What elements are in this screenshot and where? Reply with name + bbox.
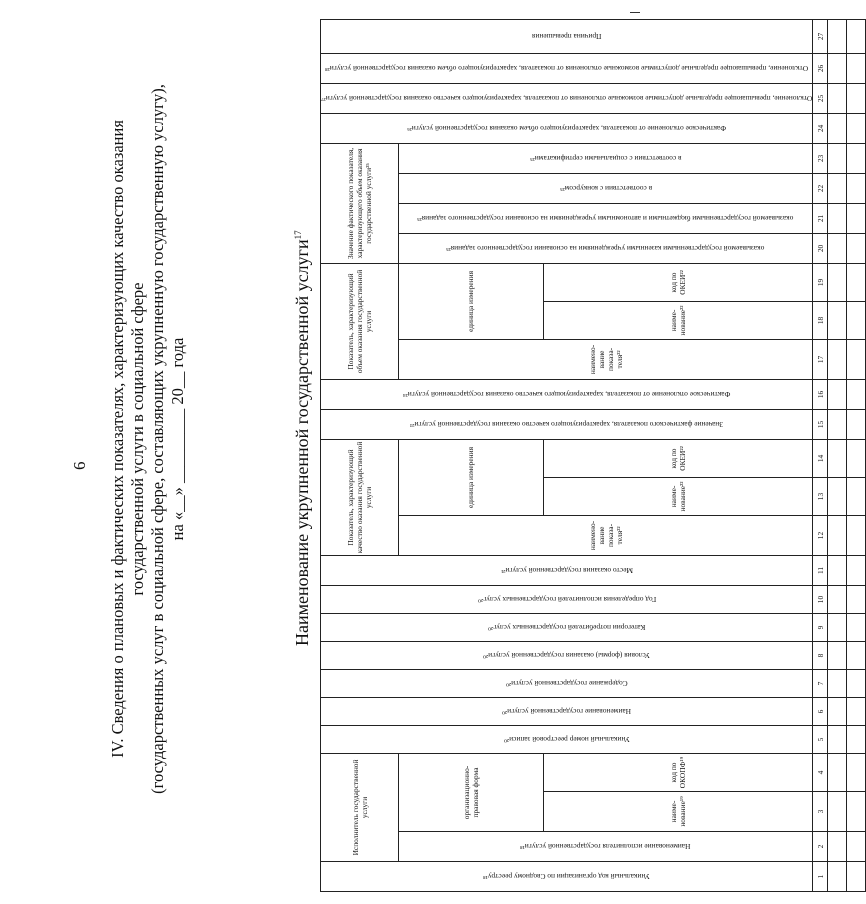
header-quality-unit: единица измерения: [399, 439, 544, 515]
header-quality-fact: Значение фактического показателя, характеризующего качество оказания государственной услуги²³: [321, 409, 813, 439]
header-volume-fact-group: Значение фактического показателя, характеризующего объем оказания государственной услуги²⁵: [321, 143, 399, 263]
column-number: 13: [813, 477, 828, 515]
header-volume-excess: Отклонение, превышающее предельные допустимые возможные отклонения от показателя, характеризующего объем оказания государственной услуги²⁸: [321, 53, 813, 83]
column-number: 26: [813, 53, 828, 83]
header-quality-okei-code: код по ОКЕИ²²: [543, 439, 813, 477]
column-number: 17: [813, 339, 828, 379]
column-number: 20: [813, 233, 828, 263]
column-number: 3: [813, 792, 828, 832]
column-number: 5: [813, 725, 828, 753]
header-executor-name: Наименование исполнителя государственной услуги¹⁸: [399, 832, 813, 862]
column-number: 24: [813, 113, 828, 143]
header-service-conditions: Условия (формы) оказания государственной услуги²⁰: [321, 641, 813, 669]
report-table: [320, 19, 866, 892]
header-okopf-code: код по ОКОПФ¹⁹: [543, 753, 813, 791]
column-number: 4: [813, 753, 828, 791]
column-number: 6: [813, 697, 828, 725]
header-service-content: Содержание государственной услуги²⁰: [321, 669, 813, 697]
column-number: 19: [813, 263, 828, 301]
header-volume-okei-code: код по ОКЕИ²²: [543, 263, 813, 301]
column-number: 9: [813, 613, 828, 641]
header-volume-deviation: Фактическое отклонение от показателя, характеризующего объем оказания государственной услуги²⁶: [321, 113, 813, 143]
column-number-row: [813, 19, 828, 891]
title-line-4: на «__» _________ 20__ года: [168, 337, 187, 541]
header-executor-year: Год определения исполнителей государственных услуг²⁰: [321, 585, 813, 613]
title-line-3: (государственных услуг в социальной сфере, составляющих укрупненную государственную услугу),: [148, 84, 167, 794]
header-fact-state-task-kazennye: оказываемой государственными казенными учреждениями на основании государственного задания²⁵: [399, 233, 813, 263]
header-org-form: организационно-правовая форма: [399, 753, 544, 831]
header-quality-excess: Отклонение, превышающее предельные допустимые возможные отклонения от показателя, характеризующего качество оказания государственной услуги²⁷: [321, 83, 813, 113]
column-number: 27: [813, 19, 828, 53]
header-quality-deviation: Фактическое отклонение от показателя, характеризующего качество оказания государственной услуги²⁴: [321, 379, 813, 409]
header-volume-group: Показатель, характеризующий объем оказания государственной услуги: [321, 263, 399, 379]
table-row: [847, 19, 866, 891]
table-row: [828, 19, 847, 891]
column-number: 25: [813, 83, 828, 113]
column-number: 23: [813, 143, 828, 173]
header-consumer-categories: Категории потребителей государственных услуг²⁰: [321, 613, 813, 641]
header-org-code: Уникальный код организации по Сводному реестру¹⁸: [321, 862, 813, 892]
header-fact-contest: в соответствии с конкурсом²⁵: [399, 173, 813, 203]
column-number: 14: [813, 439, 828, 477]
section-title: [108, 34, 188, 844]
column-number: 12: [813, 515, 828, 555]
service-name-label: Наименование укрупненной государственной услуги$^{17}$: [292, 230, 312, 646]
column-number: 22: [813, 173, 828, 203]
page-number: 6: [70, 461, 89, 470]
header-fact-state-task-budget: оказываемой государственными бюджетными и автономными учреждениями на основании государственного задания²⁵: [399, 203, 813, 233]
title-line-1: IV. Сведения о плановых и фактических показателях, характеризующих качество оказания: [108, 120, 127, 758]
column-number: 10: [813, 585, 828, 613]
column-number: 15: [813, 409, 828, 439]
header-executor-group: Исполнитель государственной услуги: [321, 753, 399, 861]
column-number: 21: [813, 203, 828, 233]
title-line-2: государственной услуги в социальной сфере: [128, 282, 147, 596]
column-number: 1: [813, 862, 828, 892]
header-quality-unit-name: наиме-нование²²: [543, 477, 813, 515]
header-volume-indicator: наимено-вание показа-теля²²: [399, 339, 813, 379]
header-volume-unit-name: наиме-нование²²: [543, 301, 813, 339]
header-fact-certificates: в соответствии с социальными сертификатами²⁵: [399, 143, 813, 173]
column-number: 8: [813, 641, 828, 669]
header-service-place: Место оказания государственной услуги²¹: [321, 555, 813, 585]
column-number: 11: [813, 555, 828, 585]
column-number: 16: [813, 379, 828, 409]
header-registry-number: Уникальный номер реестровой записи²⁰: [321, 725, 813, 753]
header-service-name: Наименование государственной услуги²⁰: [321, 697, 813, 725]
header-excess-reason: Причина превышения: [321, 19, 813, 53]
header-org-form-name: наиме-нование¹⁹: [543, 792, 813, 832]
header-quality-group: Показатель, характеризующий качество оказания государственной услуги: [321, 439, 399, 555]
column-number: 7: [813, 669, 828, 697]
column-number: 18: [813, 301, 828, 339]
column-number: 2: [813, 832, 828, 862]
header-quality-indicator: наимено-вание показа-теля²²: [399, 515, 813, 555]
header-volume-unit: единица измерения: [399, 263, 544, 339]
